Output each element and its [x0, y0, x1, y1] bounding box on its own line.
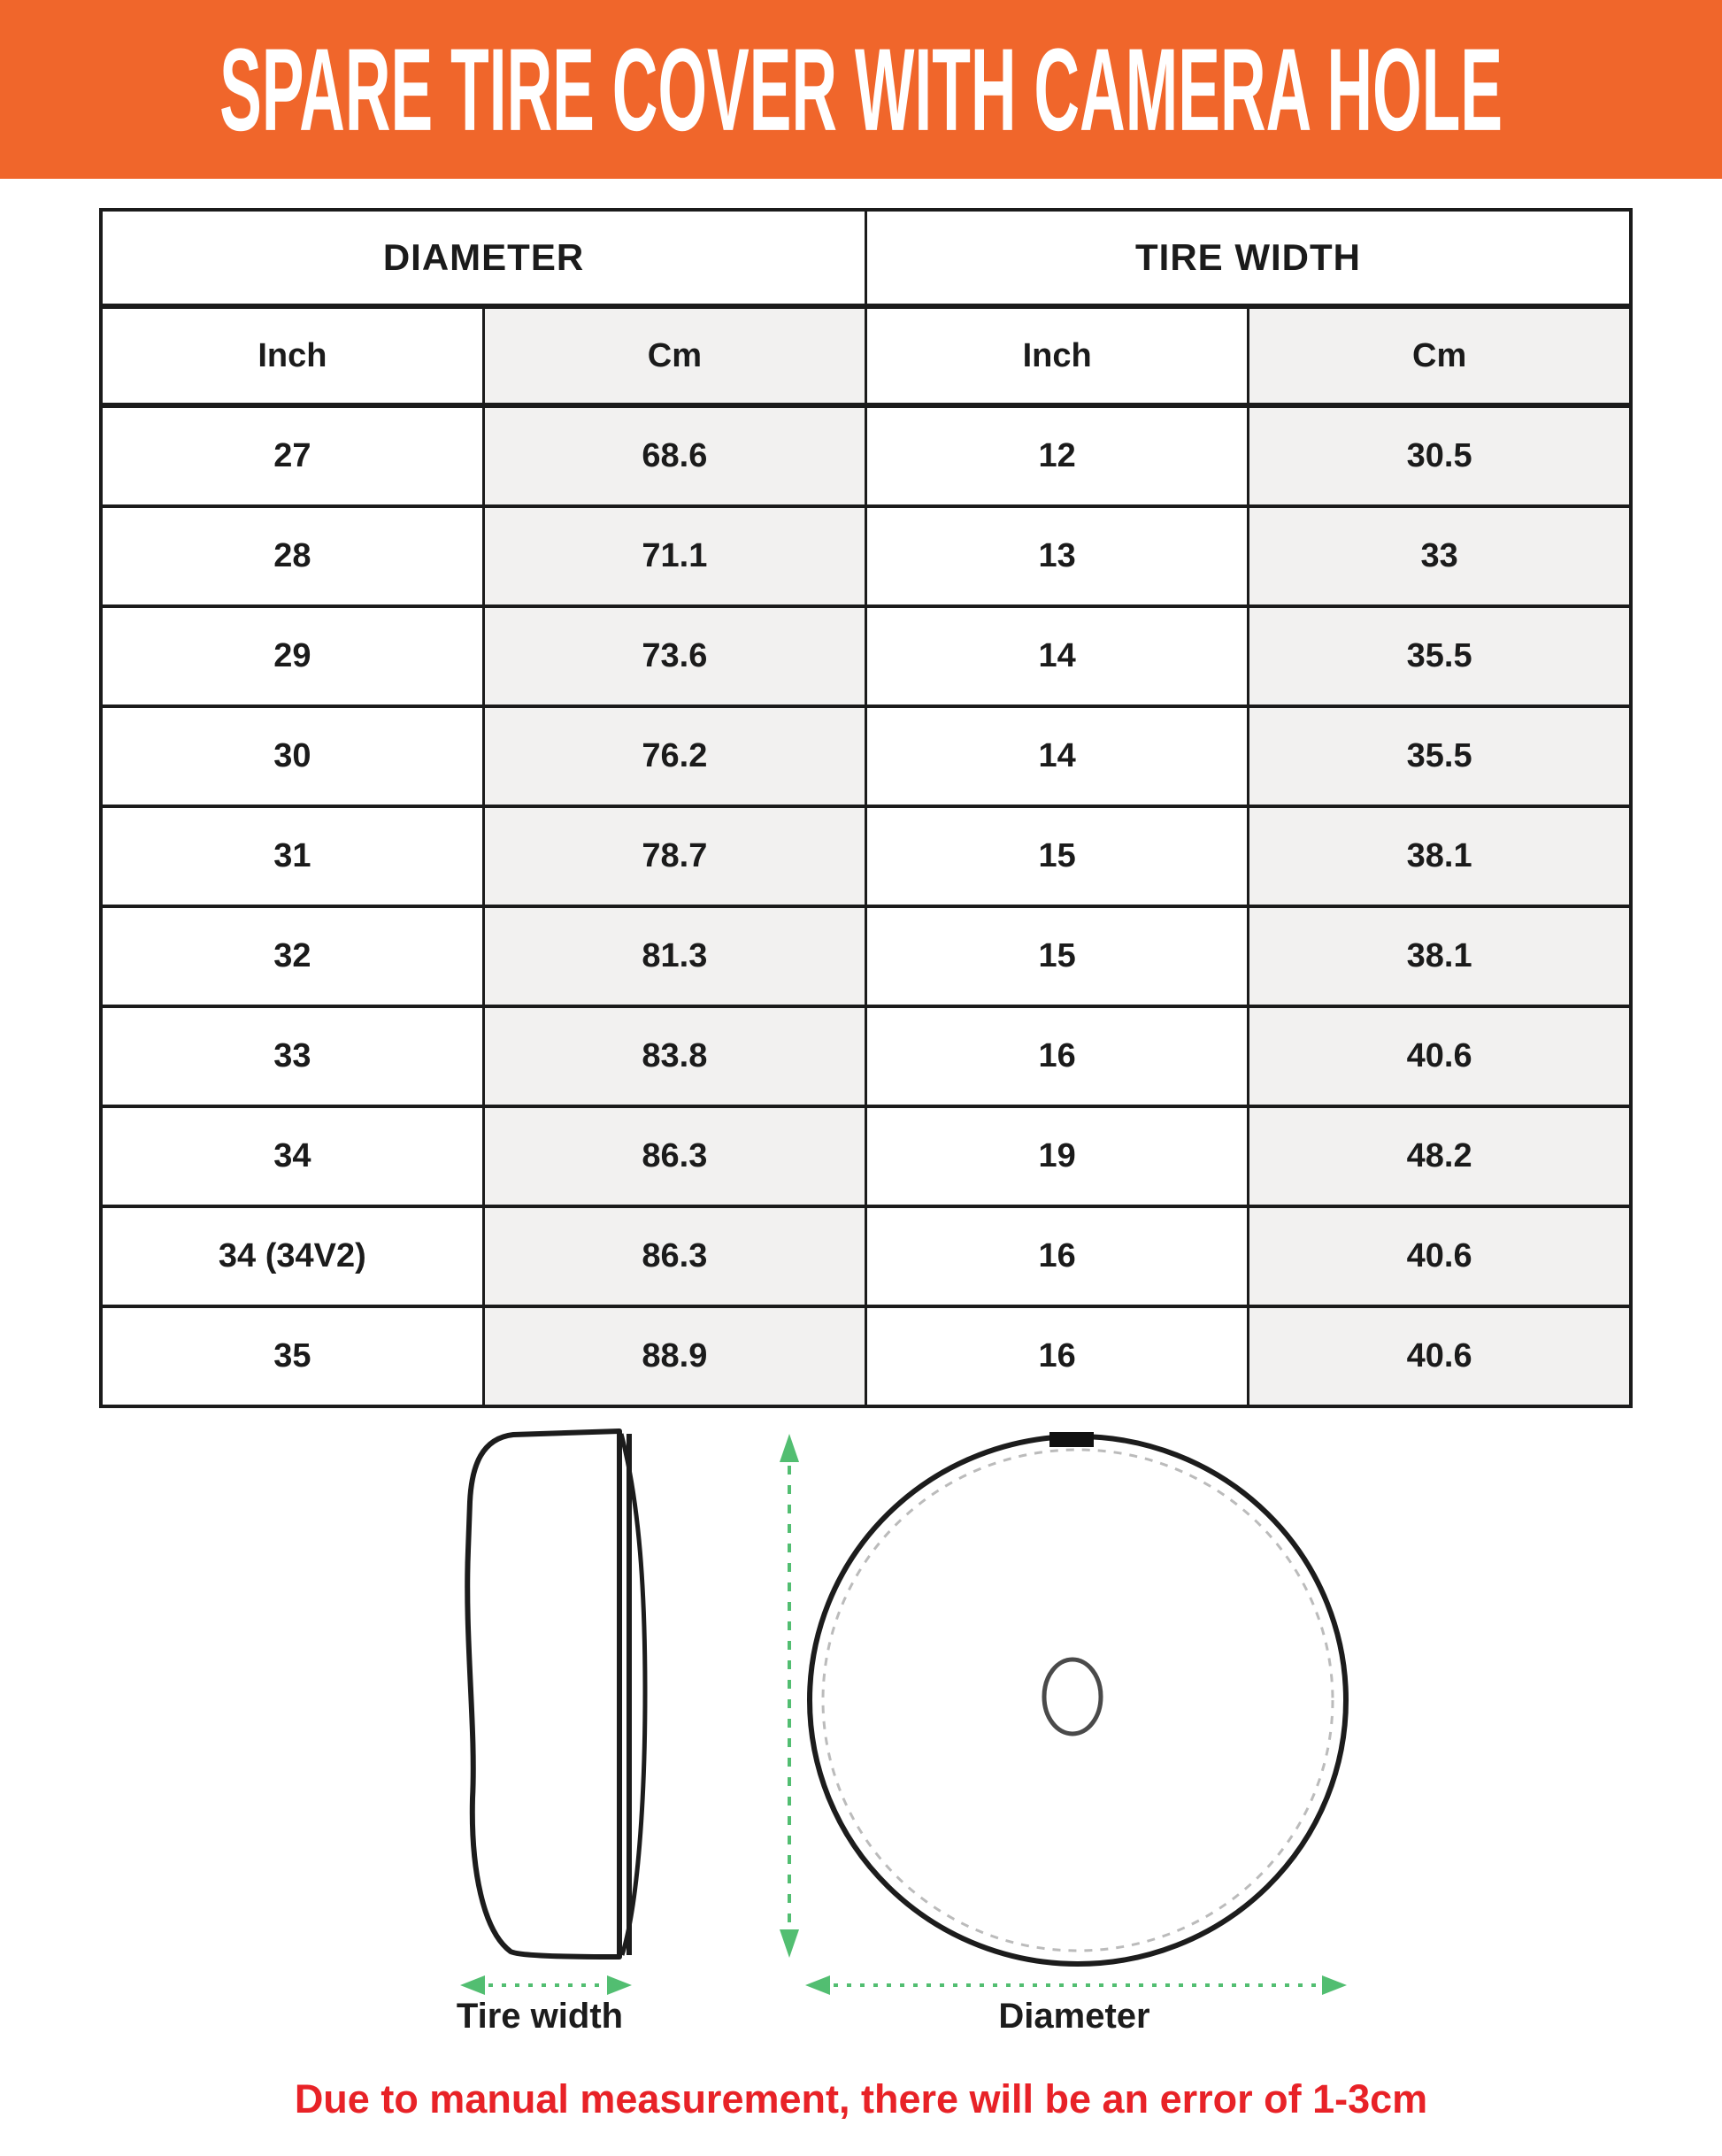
table-cell: 16	[866, 1306, 1249, 1406]
table-cell: 15	[866, 806, 1249, 906]
table-cell: 68.6	[483, 405, 865, 506]
table-cell: 28	[101, 506, 483, 606]
table-cell: 78.7	[483, 806, 865, 906]
table-column-header-row	[101, 306, 1631, 405]
table-row	[101, 906, 1631, 1006]
table-cell: 34	[101, 1106, 483, 1206]
table-cell: 30	[101, 706, 483, 806]
tire-front-view	[810, 1432, 1346, 1964]
tire-width-arrow	[460, 1975, 632, 1995]
table-cell: 83.8	[483, 1006, 865, 1106]
table-cell: 40.6	[1249, 1006, 1631, 1106]
table-cell: 35	[101, 1306, 483, 1406]
table-cell: 33	[1249, 506, 1631, 606]
measurement-note: Due to manual measurement, there will be an error of 1-3cm	[294, 2076, 1428, 2121]
table-cell: 15	[866, 906, 1249, 1006]
table-cell: 76.2	[483, 706, 865, 806]
table-cell: 88.9	[483, 1306, 865, 1406]
table-cell: 32	[101, 906, 483, 1006]
table-cell: 86.3	[483, 1106, 865, 1206]
table-cell: 14	[866, 706, 1249, 806]
table-cell: 29	[101, 606, 483, 706]
table-row	[101, 1306, 1631, 1406]
table-row	[101, 606, 1631, 706]
table-cell: 16	[866, 1206, 1249, 1306]
group-header-tire-width: TIRE WIDTH	[866, 210, 1632, 306]
table-row	[101, 1206, 1631, 1306]
table-row	[101, 706, 1631, 806]
handle-tab	[1049, 1432, 1094, 1447]
table-cell: 30.5	[1249, 405, 1631, 506]
column-header-inch: Inch	[866, 306, 1249, 405]
table-cell: 16	[866, 1006, 1249, 1106]
group-header-diameter: DIAMETER	[101, 210, 866, 306]
table-cell: 38.1	[1249, 806, 1631, 906]
header-banner	[0, 0, 1722, 179]
diameter-arrow-vertical	[780, 1434, 799, 1958]
table-cell: 71.1	[483, 506, 865, 606]
table-cell: 35.5	[1249, 706, 1631, 806]
size-table	[99, 208, 1633, 1408]
column-header-cm: Cm	[1249, 306, 1631, 405]
table-cell: 34 (34V2)	[101, 1206, 483, 1306]
table-cell: 33	[101, 1006, 483, 1106]
diameter-label: Diameter	[998, 1997, 1150, 2036]
diameter-arrow	[805, 1975, 1347, 1995]
table-cell: 14	[866, 606, 1249, 706]
page-title: SPARE TIRE COVER WITH CAMERA HOLE	[219, 23, 1503, 156]
table-row	[101, 806, 1631, 906]
table-cell: 27	[101, 405, 483, 506]
table-cell: 19	[866, 1106, 1249, 1206]
column-header-inch: Inch	[101, 306, 483, 405]
table-cell: 81.3	[483, 906, 865, 1006]
table-cell: 73.6	[483, 606, 865, 706]
table-group-header-row	[101, 210, 1631, 306]
table-row	[101, 1006, 1631, 1106]
table-cell: 13	[866, 506, 1249, 606]
table-cell: 12	[866, 405, 1249, 506]
table-row	[101, 405, 1631, 506]
table-cell: 40.6	[1249, 1206, 1631, 1306]
table-row	[101, 506, 1631, 606]
column-header-cm: Cm	[483, 306, 865, 405]
table-cell: 86.3	[483, 1206, 865, 1306]
camera-hole	[1044, 1659, 1101, 1734]
tire-width-label: Tire width	[456, 1997, 624, 2036]
tire-side-view	[467, 1431, 645, 1957]
table-cell: 35.5	[1249, 606, 1631, 706]
table-cell: 38.1	[1249, 906, 1631, 1006]
table-row	[101, 1106, 1631, 1206]
table-cell: 48.2	[1249, 1106, 1631, 1206]
measurement-diagram	[381, 1398, 1442, 2071]
table-cell: 31	[101, 806, 483, 906]
table-cell: 40.6	[1249, 1306, 1631, 1406]
